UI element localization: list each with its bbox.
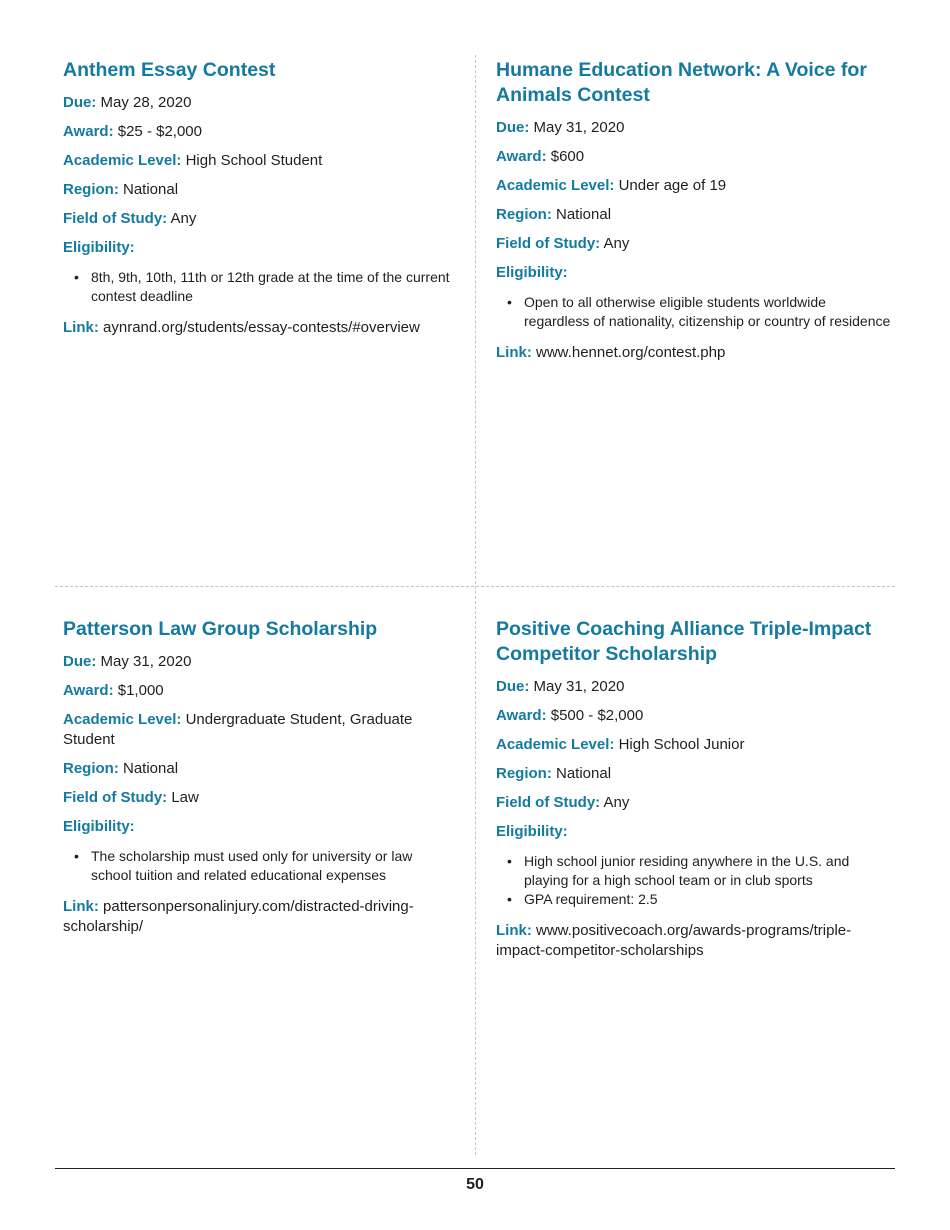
due-field bbox=[496, 677, 894, 697]
region-value: National bbox=[556, 206, 612, 223]
academic-level-label: Academic Level: bbox=[496, 736, 615, 753]
award-value: $500 - $2,000 bbox=[550, 707, 644, 724]
link-url[interactable]: www.hennet.org/contest.php bbox=[536, 344, 726, 361]
due-value: May 31, 2020 bbox=[533, 119, 625, 136]
link-label: Link: bbox=[63, 898, 99, 915]
field-of-study-value: Law bbox=[171, 789, 199, 806]
eligibility-item: • High school junior residing anywhere in the U.S. and playing for a high school team or in club sports bbox=[524, 852, 894, 890]
link-url[interactable]: aynrand.org/students/essay-contests/#overview bbox=[103, 319, 420, 336]
field-of-study-label: Field of Study: bbox=[63, 789, 168, 806]
region-value: National bbox=[123, 760, 179, 777]
eligibility-item: • The scholarship must used only for university or law school tuition and related educational expenses bbox=[91, 847, 455, 885]
region-value: National bbox=[556, 765, 612, 782]
due-value: May 31, 2020 bbox=[100, 653, 192, 670]
field-of-study-value: Any bbox=[603, 235, 630, 252]
eligibility-list bbox=[63, 268, 455, 306]
due-value: May 28, 2020 bbox=[100, 94, 192, 111]
academic-level-label: Academic Level: bbox=[496, 177, 615, 194]
due-field bbox=[496, 118, 894, 138]
academic-level-field bbox=[496, 176, 894, 196]
award-value: $25 - $2,000 bbox=[117, 123, 202, 140]
academic-level-label: Academic Level: bbox=[63, 711, 182, 728]
eligibility-list bbox=[496, 852, 894, 909]
scholarship-card-anthem bbox=[63, 58, 455, 347]
field-of-study-field bbox=[63, 209, 455, 229]
eligibility-item: • Open to all otherwise eligible students worldwide regardless of nationality, citizenship or country of residence bbox=[524, 293, 894, 331]
page-number: 50 bbox=[466, 1176, 484, 1193]
region-field bbox=[63, 180, 455, 200]
award-label: Award: bbox=[496, 707, 547, 724]
region-label: Region: bbox=[63, 181, 119, 198]
field-of-study-label: Field of Study: bbox=[63, 210, 168, 227]
award-field bbox=[496, 706, 894, 726]
region-label: Region: bbox=[496, 206, 552, 223]
eligibility-list bbox=[496, 293, 894, 331]
award-field bbox=[496, 147, 894, 167]
link-url[interactable]: pattersonpersonalinjury.com/distracted-driving-scholarship/ bbox=[63, 898, 414, 935]
academic-level-label: Academic Level: bbox=[63, 152, 182, 169]
link-field bbox=[63, 318, 455, 338]
due-label: Due: bbox=[63, 653, 97, 670]
scholarship-card-humane-education bbox=[496, 58, 894, 372]
academic-level-value: Undergraduate Student, Graduate Student bbox=[63, 711, 413, 748]
eligibility-heading: Eligibility: bbox=[496, 823, 568, 840]
scholarship-title: Patterson Law Group Scholarship bbox=[63, 618, 378, 640]
region-field bbox=[496, 764, 894, 784]
horizontal-divider bbox=[55, 586, 895, 587]
field-of-study-label: Field of Study: bbox=[496, 235, 601, 252]
link-label: Link: bbox=[496, 922, 532, 939]
scholarship-card-patterson-law bbox=[63, 617, 455, 946]
field-of-study-field bbox=[63, 788, 455, 808]
eligibility-item: • GPA requirement: 2.5 bbox=[524, 890, 894, 909]
academic-level-value: High School Junior bbox=[618, 736, 745, 753]
eligibility-item: • 8th, 9th, 10th, 11th or 12th grade at the time of the current contest deadline bbox=[91, 268, 455, 306]
eligibility-heading: Eligibility: bbox=[496, 264, 568, 281]
academic-level-field bbox=[63, 151, 455, 171]
vertical-divider bbox=[475, 55, 476, 1155]
region-label: Region: bbox=[63, 760, 119, 777]
academic-level-field bbox=[63, 710, 455, 750]
link-url[interactable]: www.positivecoach.org/awards-programs/triple-impact-competitor-scholarships bbox=[496, 922, 852, 959]
footer-rule bbox=[55, 1168, 895, 1169]
scholarship-title: Positive Coaching Alliance Triple-Impact Competitor Scholarship bbox=[496, 618, 872, 665]
award-label: Award: bbox=[63, 682, 114, 699]
award-value: $600 bbox=[550, 148, 585, 165]
award-value: $1,000 bbox=[117, 682, 164, 699]
due-label: Due: bbox=[63, 94, 97, 111]
link-label: Link: bbox=[63, 319, 99, 336]
region-field bbox=[496, 205, 894, 225]
field-of-study-field bbox=[496, 234, 894, 254]
due-label: Due: bbox=[496, 678, 530, 695]
region-label: Region: bbox=[496, 765, 552, 782]
field-of-study-field bbox=[496, 793, 894, 813]
award-field bbox=[63, 122, 455, 142]
field-of-study-value: Any bbox=[603, 794, 630, 811]
scholarship-title: Anthem Essay Contest bbox=[63, 59, 276, 81]
eligibility-heading: Eligibility: bbox=[63, 818, 135, 835]
link-label: Link: bbox=[496, 344, 532, 361]
link-field bbox=[496, 343, 894, 363]
award-label: Award: bbox=[496, 148, 547, 165]
field-of-study-label: Field of Study: bbox=[496, 794, 601, 811]
field-of-study-value: Any bbox=[170, 210, 197, 227]
due-label: Due: bbox=[496, 119, 530, 136]
link-field bbox=[63, 897, 455, 937]
academic-level-value: Under age of 19 bbox=[618, 177, 727, 194]
region-field bbox=[63, 759, 455, 779]
scholarship-card-positive-coaching bbox=[496, 617, 894, 970]
due-field bbox=[63, 93, 455, 113]
eligibility-list bbox=[63, 847, 455, 885]
academic-level-field bbox=[496, 735, 894, 755]
region-value: National bbox=[123, 181, 179, 198]
award-field bbox=[63, 681, 455, 701]
due-value: May 31, 2020 bbox=[533, 678, 625, 695]
award-label: Award: bbox=[63, 123, 114, 140]
scholarship-title: Humane Education Network: A Voice for Animals Contest bbox=[496, 59, 867, 106]
due-field bbox=[63, 652, 455, 672]
link-field bbox=[496, 921, 894, 961]
academic-level-value: High School Student bbox=[185, 152, 323, 169]
eligibility-heading: Eligibility: bbox=[63, 239, 135, 256]
